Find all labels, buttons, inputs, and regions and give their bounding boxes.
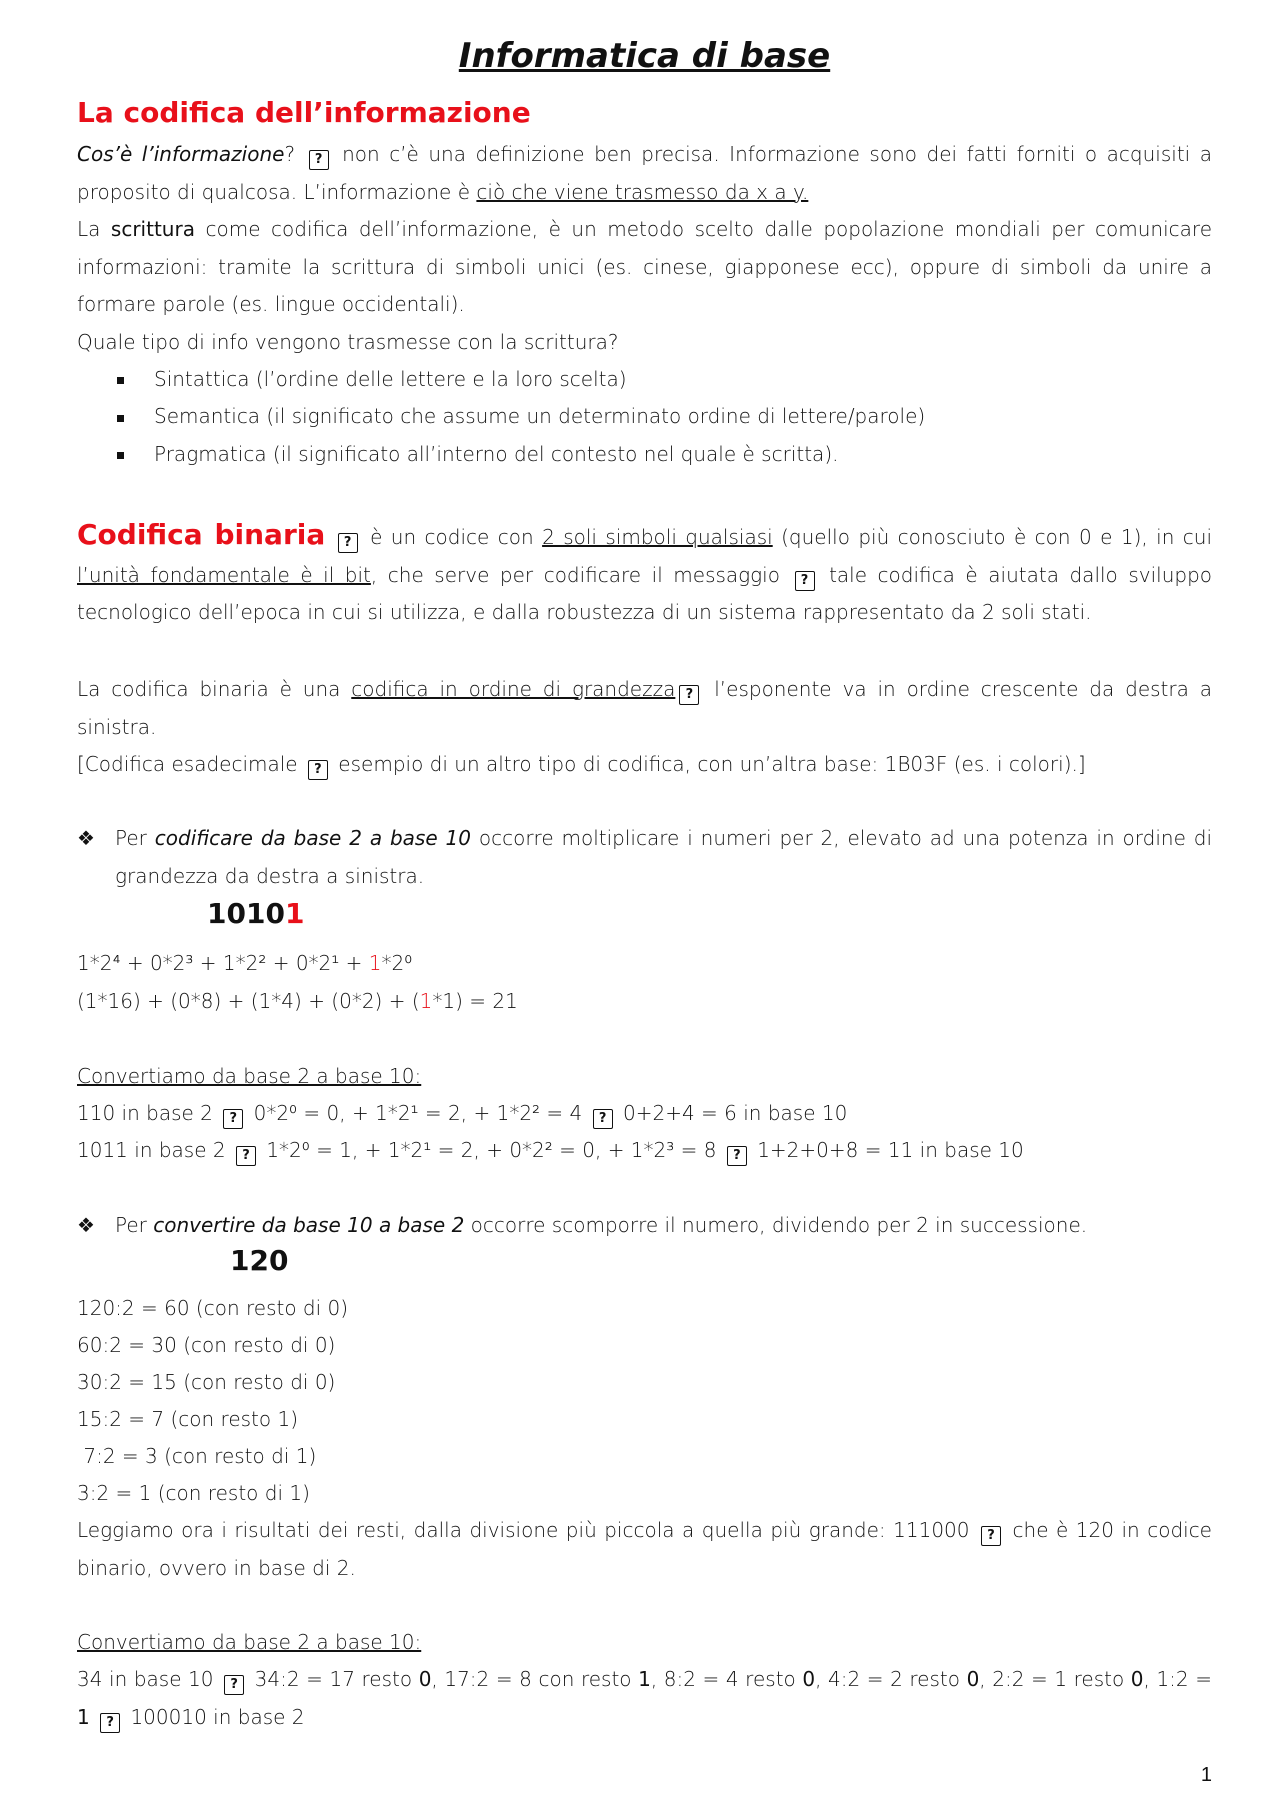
example-number-120: 120 — [230, 1244, 289, 1277]
paragraph-esadecimale: [Codifica esadecimale ? esempio di un altro tipo di codifica, con un’altra base: 1B03F (es. i colori).] — [77, 746, 1086, 783]
diamond-bullet-icon: ❖ — [77, 1213, 95, 1237]
calc-line-powers: 1*2⁴ + 0*2³ + 1*2² + 0*2¹ + 1*2⁰ — [77, 951, 413, 975]
question-box-icon: ? — [224, 1675, 244, 1695]
paragraph-scrittura: La scrittura come codifica dell’informazione, è un metodo scelto dalle popolazione mondiali per comunicare informazioni: tramite la scrittura di simboli unici (es. cinese, giapponese ecc), oppure di simboli da unire a formare parole (es. lingue occidentali). — [77, 217, 1213, 316]
question-box-icon: ? — [593, 1109, 613, 1129]
division-step: 120:2 = 60 (con resto di 0) — [77, 1296, 349, 1320]
question-box-icon: ? — [338, 533, 358, 553]
question-box-icon: ? — [795, 571, 815, 591]
question-box-icon: ? — [309, 150, 329, 170]
division-step: 3:2 = 1 (con resto di 1) — [77, 1481, 310, 1505]
diamond-bullet-icon: ❖ — [77, 826, 95, 850]
question-box-icon: ? — [100, 1713, 120, 1733]
question-box-icon: ? — [223, 1109, 243, 1129]
division-step: 7:2 = 3 (con resto di 1) — [77, 1444, 317, 1468]
paragraph-resti: Leggiamo ora i risultati dei resti, dalla divisione più piccola a quella più grande: 111000 ? che è 120 in codice binario, ovvero in base di 2. — [77, 1518, 1212, 1580]
item-base10-to-base2: Per convertire da base 10 a base 2 occorre scomporre il numero, dividendo per 2 in successione. — [115, 1213, 1088, 1237]
question-box-icon: ? — [236, 1146, 256, 1166]
division-step: 60:2 = 30 (con resto di 0) — [77, 1333, 336, 1357]
question-box-icon: ? — [981, 1526, 1001, 1546]
list-item: Pragmatica (il significato all’interno del contesto nel quale è scritta). — [154, 442, 839, 466]
section-heading-codifica: La codifica dell’informazione — [77, 96, 531, 129]
term-scrittura: scrittura — [110, 217, 195, 241]
subheading-convert-2: Convertiamo da base 2 a base 10: — [77, 1630, 422, 1654]
example-number-10101: 10101 — [207, 897, 305, 930]
bullet-square-icon — [117, 415, 124, 422]
division-step: 30:2 = 15 (con resto di 0) — [77, 1370, 336, 1394]
paragraph-question: Quale tipo di info vengono trasmesse con la scrittura? — [77, 330, 619, 354]
bullet-square-icon — [117, 452, 124, 459]
question-box-icon: ? — [679, 685, 699, 705]
underlined-definition: ciò che viene trasmesso da x a y. — [476, 179, 809, 204]
paragraph-codifica-binaria: Codifica binaria ? è un codice con 2 soli simboli qualsiasi (quello più conosciuto è con 0 e 1), in cui l’unità fondamentale è il bit, che serve per codificare il messaggio ? tale codifica è aiutata dallo sviluppo tecnologico dell’epoca in cui si utilizza, e dalla robustezza di un sistema rappresentato da 2 soli stati. — [77, 518, 1213, 624]
conversion-example-1011: 1011 in base 2 ? 1*2⁰ = 1, + 1*2¹ = 2, + 0*2² = 0, + 1*2³ = 8 ? 1+2+0+8 = 11 in base 10 — [77, 1132, 1024, 1169]
list-item: Sintattica (l’ordine delle lettere e la loro scelta) — [154, 367, 627, 391]
conversion-example-110: 110 in base 2 ? 0*2⁰ = 0, + 1*2¹ = 2, + 1*2² = 4 ? 0+2+4 = 6 in base 10 — [77, 1095, 847, 1132]
question-box-icon: ? — [308, 760, 328, 780]
page-number: 1 — [1200, 1764, 1212, 1786]
section-heading-binaria: Codifica binaria — [77, 518, 326, 551]
division-step: 15:2 = 7 (con resto 1) — [77, 1407, 299, 1431]
page-title: Informatica di base — [458, 36, 831, 76]
question-box-icon: ? — [727, 1146, 747, 1166]
paragraph-ordine-grandezza: La codifica binaria è una codifica in ordine di grandezza ? l’esponente va in ordine crescente da destra a sinistra. — [77, 677, 1212, 739]
calc-line-result: (1*16) + (0*8) + (1*4) + (0*2) + (1*1) = 21 — [77, 989, 518, 1013]
term-informazione: Cos’è l’informazione — [77, 142, 285, 166]
item-base2-to-base10: Per codificare da base 2 a base 10 occorre moltiplicare i numeri per 2, elevato ad una potenza in ordine di grandezza da destra a sinistra. — [115, 826, 1213, 888]
subheading-convert-1: Convertiamo da base 2 a base 10: — [77, 1064, 422, 1088]
bullet-square-icon — [117, 377, 124, 384]
paragraph-informazione: Cos’è l’informazione? ? non c’è una definizione ben precisa. Informazione sono dei fatti forniti o acquisiti a proposito di qualcosa. L’informazione è ciò che viene trasmesso da x a y. — [77, 142, 1212, 204]
paragraph-34-conversion: 34 in base 10 ? 34:2 = 17 resto 0, 17:2 = 8 con resto 1, 8:2 = 4 resto 0, 4:2 = 2 resto 0, 2:2 = 1 resto 0, 1:2 = 1 ? 100010 in base 2 — [77, 1661, 1212, 1736]
list-item: Semantica (il significato che assume un determinato ordine di lettere/parole) — [154, 404, 926, 428]
